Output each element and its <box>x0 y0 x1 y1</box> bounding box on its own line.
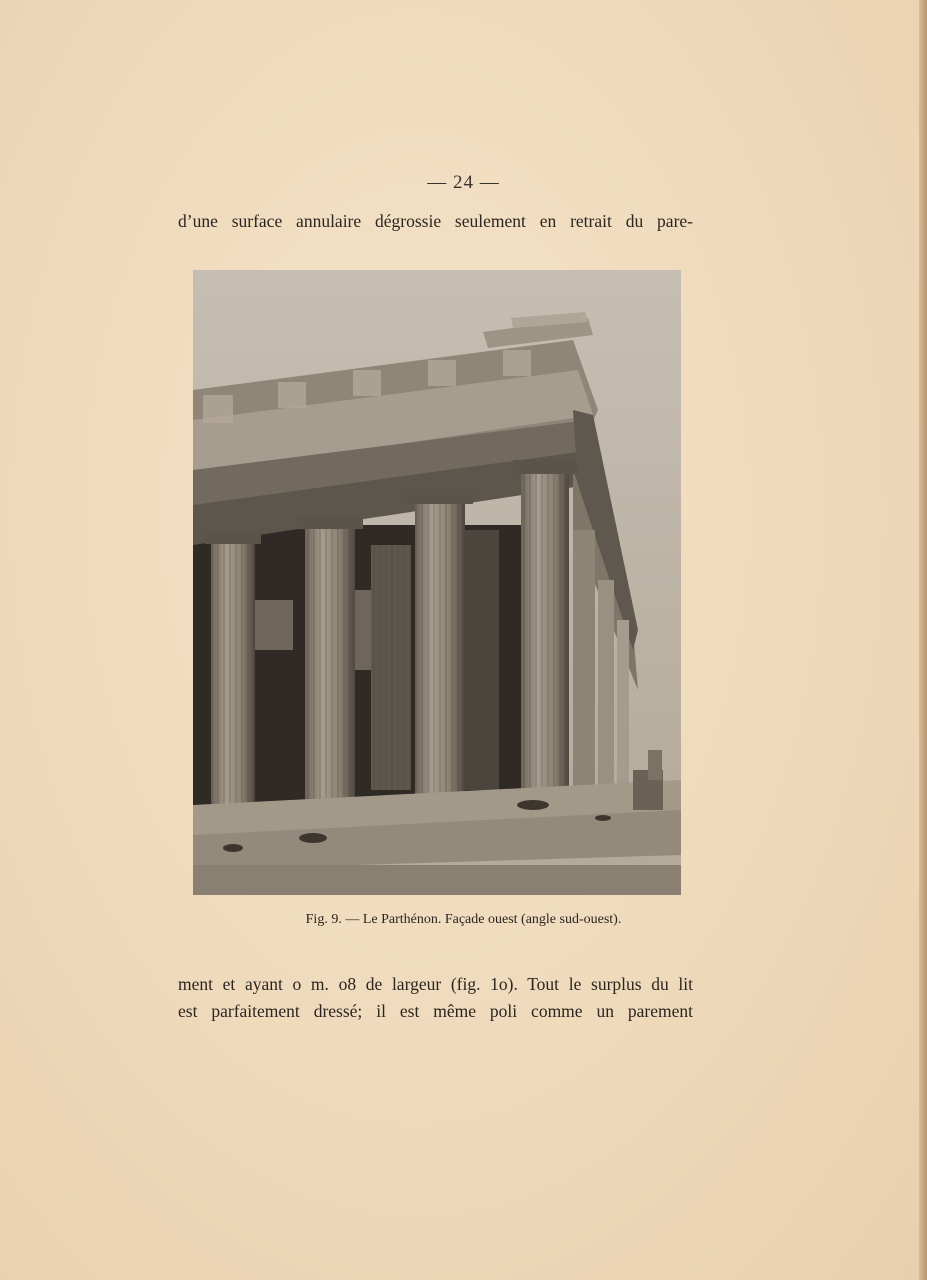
figure-caption: Fig. 9. — Le Parthénon. Façade ouest (angle sud-ouest). <box>305 912 622 927</box>
body-text-line: d’une surface annulaire dégrossie seulement en retrait du pare- <box>178 211 693 231</box>
body-text-line: ment et ayant o m. o8 de largeur (fig. 1o). Tout le surplus du lit <box>178 974 693 994</box>
page-number: — 24 — <box>427 172 500 193</box>
figure-photograph <box>193 270 681 895</box>
body-text-line: est parfaitement dressé; il est même poli comme un parement <box>178 1001 693 1021</box>
parthenon-photo <box>193 270 681 895</box>
